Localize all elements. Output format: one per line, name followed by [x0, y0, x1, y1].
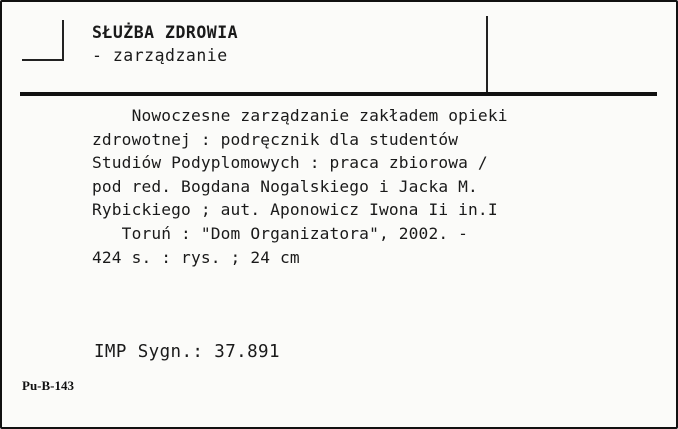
call-number: IMP Sygn.: 37.891 [94, 342, 280, 362]
description-line: Toruń : "Dom Organizatora", 2002. - [92, 223, 469, 243]
description-line: zdrowotnej : podręcznik dla studentów [92, 129, 459, 149]
subject-heading-title: SŁUŻBA ZDROWIA [92, 23, 239, 42]
subject-heading [92, 22, 472, 68]
bibliographic-description [92, 104, 652, 269]
description-line: Rybickiego ; aut. Aponowicz Iwona Ii in.I [92, 200, 498, 220]
heading-divider-rule [20, 92, 657, 96]
vertical-rule [486, 16, 488, 93]
corner-bracket-vertical [62, 20, 64, 60]
description-line: Studiów Podyplomowych : praca zbiorowa / [92, 153, 488, 173]
library-stamp: Pu-B-143 [22, 378, 74, 393]
description-line: pod red. Bogdana Nogalskiego i Jacka M. [92, 176, 478, 196]
description-line: Nowoczesne zarządzanie zakładem opieki [92, 106, 508, 125]
corner-bracket-horizontal [22, 59, 64, 61]
subject-heading-subdivision: - zarządzanie [92, 46, 228, 65]
description-line: 424 s. : rys. ; 24 cm [92, 247, 300, 267]
